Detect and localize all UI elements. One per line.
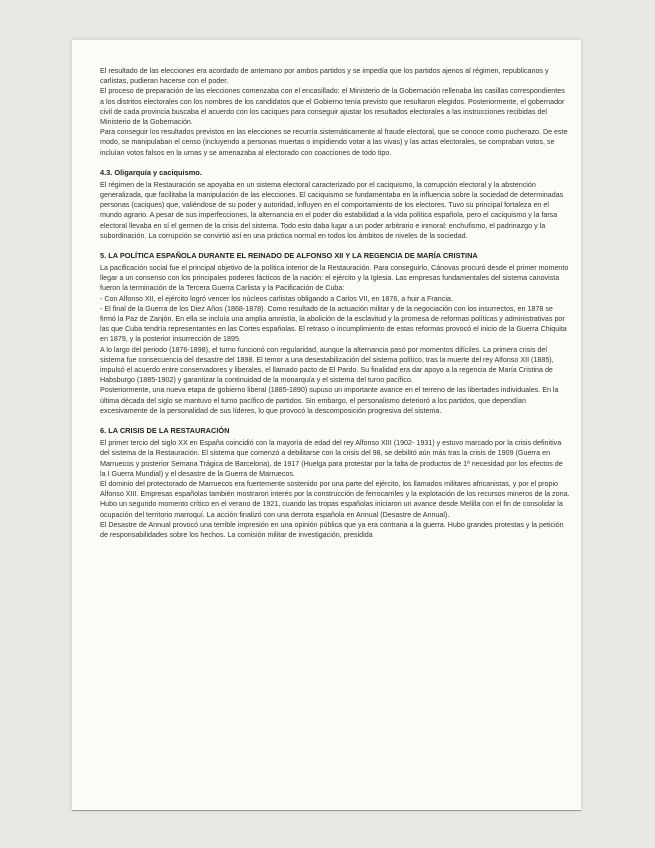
section-5-paragraph-4: A lo largo del periodo (1876-1898), el turno funcionó con regularidad, aunque la alternancia pasó por momentos difíciles. La primera crisis del sistema fue consecuencia del desastre del 1898. El temor a una desestabilización del sistema político, tras la muerte del rey Alfonso XII (1885), impulsó el acuerdo entre conservadores y liberales, el llamado pacto de El Pardo. Su finalidad era dar apoyo a la regencia de María Cristina de Habsburgo (1885-1902) y garantizar la continuidad de la monarquía y el sistema del turno pacífico. — [100, 345, 554, 385]
section-6-paragraph-2: El dominio del protectorado de Marruecos era fuertemente sostenido por una parte del ejército, los llamados militares africanistas, y por el propio Alfonso XIII. Empresas españolas también mostraron interés por la construcción de ferrocarriles y la explotación de los recursos mineros de la zona. — [100, 479, 570, 499]
section-5-heading: 5. LA POLÍTICA ESPAÑOLA DURANTE EL REINADO DE ALFONSO XII Y LA REGENCIA DE MARÍA CRISTINA — [100, 251, 478, 261]
section-5-paragraph-1: La pacificación social fue el principal objetivo de la política interior de la Restauración. Para conseguirlo, Cánovas procuró desde el primer momento llegar a un consenso con los principales poderes fácticos de la nación: el ejército y la Iglesia. Las empresas fundamentales del sistema canovista fueron la terminación de la Tercera Guerra Carlista y la Pacificación de Cuba: — [100, 264, 569, 293]
section-5-paragraph-5: Posteriormente, una nueva etapa de gobierno liberal (1885-1890) supuso un importante avance en el terreno de las libertades individuales. En la última década del siglo se mantuvo el turno pacífico de partidos. Sin embargo, el personalismo deterioró a los partidos, que dependían excesivamente de la personalidad de sus líderes, lo que provocó la descomposición progresiva del sistema. — [100, 386, 559, 415]
section-6-heading: 6. LA CRISIS DE LA RESTAURACIÓN — [100, 426, 230, 436]
document-page — [72, 40, 581, 810]
intro-paragraph-3: Para conseguir los resultados previstos en las elecciones se recurría sistemáticamente al fraude electoral, que se conoce como pucherazo. De este modo, se manipulaban el censo (incluyendo a personas muertas o impidiendo votar a las vivas) y las actas electorales, se compraban votos, se incluían votos falsos en la urnas y se amenazaba al electorado con coacciones de todo tipo. — [100, 128, 568, 157]
section-6-paragraph-1: El primer tercio del siglo XX en España coincidió con la mayoría de edad del rey Alfonso XIII (1902- 1931) y estuvo marcado por la crisis definitiva del sistema de la Restauración. El sistema que comenzó a debilitarse con la crisis del 98, se debilitó aún más tras la crisis de 1909 (Guerra en Marruecos y posterior Semana Trágica de Barcelona), de 1917 (Huelga para protestar por la falta de productos de 1ª necesidad por los efectos de la I Guerra Mundial) y el desastre de la Guerra de Marruecos. — [100, 439, 563, 478]
section-4-3-heading: 4.3. Oligarquía y caciquismo. — [100, 167, 202, 177]
section-5-paragraph-3: - El final de la Guerra de los Diez Años (1868-1878). Como resultado de la actuación militar y de la negociación con los insurrectos, en 1878 se firmó la Paz de Zanjón. En ella se incluía una amplia amnistía, la abolición de la esclavitud y la promesa de reformas políticas y administrativas por las que Cuba tendría representantes en las Cortes españolas. El retraso o incumplimiento de estas reformas provocó el inicio de la Guerra Chiquita en 1879, y la posterior insurrección de 1895. — [100, 304, 567, 344]
page-bottom-edge — [72, 810, 581, 811]
section-6-paragraph-3: Hubo un segundo momento crítico en el verano de 1921, cuando las tropas españolas iniciaron un avance desde Melilla con el fin de consolidar la ocupación del territorio marroquí. La acción finalizó con una derrota española en Annual (Desastre de Annual). — [100, 500, 563, 519]
intro-paragraph-1: El resultado de las elecciones era acordado de antemano por ambos partidos y se impedía que los partidos ajenos al régimen, republicanos y carlistas, pudieran hacerse con el poder. — [100, 67, 549, 86]
section-6-paragraph-4: El Desastre de Annual provocó una terrible impresión en una opinión pública que ya era contraria a la guerra. Hubo grandes protestas y la petición de responsabilidades sobre los hechos. La comisión militar de investigación, presidida — [100, 520, 564, 539]
document-body — [100, 66, 570, 540]
intro-paragraph-2: El proceso de preparación de las elecciones comenzaba con el encasillado: el Ministerio de la Gobernación rellenaba las casillas correspondientes a los distritos electorales con los nombres de los candidatos que el Gobierno tenía previsto que resultaron elegidos. Posteriormente, el gobernador civil de cada provincia buscaba el acuerdo con los caciques para conseguir ajustar los resultados electorales a las instrucciones recibidas del Ministerio de la Gobernación. — [100, 87, 565, 127]
section-5-paragraph-2: - Con Alfonso XII, el ejército logró vencer los núcleos carlistas obligando a Carlos VII, en 1876, a huir a Francia. — [100, 294, 453, 303]
section-4-3-paragraph: El régimen de la Restauración se apoyaba en un sistema electoral caracterizado por el caciquismo, la corrupción electoral y la abstención generalizada, que facilitaba la manipulación de las elecciones. El caciquismo se fundamentaba en la influencia sobre la sociedad de determinadas personas (caciques) que, valiéndose de su poder y autoridad, influyen en el comportamiento de los electores. Tuvo su principal fortaleza en el mundo agrario. A pesar de sus imperfecciones, la alternancia en el poder dio estabilidad a la vida política española, pero el caciquismo y la farsa electoral llevaba en sí el germen de la crisis del sistema. Todo esto daba lugar a un poder arbitrario e inmoral: enchufismo, el padrinazgo y la subordinación. La corrupción se convirtió así en una práctica normal en todos los ámbitos de niveles de la sociedad. — [100, 180, 564, 240]
